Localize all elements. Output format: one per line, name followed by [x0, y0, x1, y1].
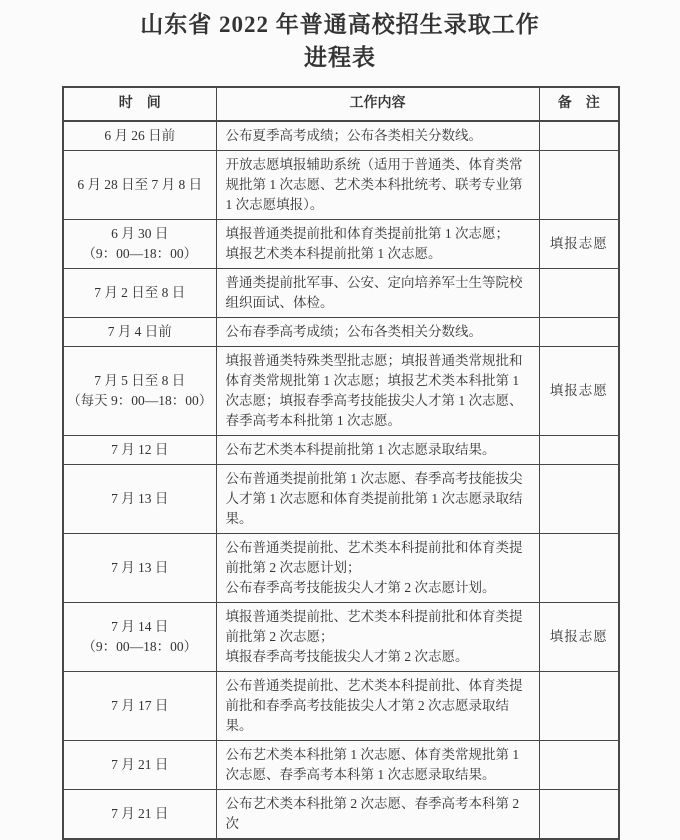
note-cell — [539, 436, 619, 465]
note-cell — [539, 672, 619, 741]
page-title — [0, 8, 680, 74]
content-paragraph: 填报普通类提前批和体育类提前批第 1 次志愿； — [225, 226, 509, 241]
note-cell: 填报志愿 — [539, 220, 619, 269]
time-line: 7 月 13 日 — [111, 491, 169, 506]
table-row — [63, 269, 619, 318]
column-header-content: 工作内容 — [216, 87, 539, 121]
time-line: （每天 9：00—18：00） — [67, 393, 213, 408]
time-cell — [63, 269, 216, 318]
content-cell — [216, 318, 539, 347]
time-cell — [63, 151, 216, 220]
time-cell — [63, 121, 216, 151]
content-paragraph: 填报普通类提前批、艺术类本科提前批和体育类提前批第 2 次志愿； — [225, 609, 523, 644]
note-cell — [539, 318, 619, 347]
time-line: 7 月 12 日 — [111, 442, 169, 457]
time-line: 6 月 26 日前 — [104, 128, 176, 143]
schedule-table-body — [63, 121, 619, 839]
time-line: 7 月 4 日前 — [107, 324, 172, 339]
time-cell — [63, 465, 216, 534]
content-cell — [216, 672, 539, 741]
table-row — [63, 436, 619, 465]
content-cell — [216, 603, 539, 672]
time-line: 7 月 13 日 — [111, 560, 169, 575]
content-cell — [216, 220, 539, 269]
time-cell — [63, 347, 216, 436]
table-row — [63, 603, 619, 672]
table-row — [63, 347, 619, 436]
time-cell — [63, 436, 216, 465]
time-line: 7 月 2 日至 8 日 — [94, 285, 186, 300]
time-line: 6 月 30 日 — [111, 226, 169, 241]
table-row — [63, 220, 619, 269]
time-line: （9：00—18：00） — [82, 246, 198, 261]
page-title-line1: 山东省 2022 年普通高校招生录取工作 — [140, 12, 540, 37]
content-paragraph: 公布普通类提前批、艺术类本科提前批和体育类提前批第 2 次志愿计划； — [225, 540, 523, 575]
schedule-table — [62, 86, 620, 840]
content-cell — [216, 436, 539, 465]
column-header-note: 备 注 — [539, 87, 619, 121]
time-cell — [63, 220, 216, 269]
time-cell — [63, 318, 216, 347]
content-paragraph: 公布普通类提前批第 1 次志愿、春季高考技能拔尖人才第 1 次志愿和体育类提前批第 1 次志愿录取结果。 — [225, 471, 523, 526]
note-cell: 填报志愿 — [539, 603, 619, 672]
time-line: 7 月 21 日 — [111, 806, 169, 821]
note-cell — [539, 269, 619, 318]
content-paragraph: 填报艺术类本科提前批第 1 次志愿。 — [225, 246, 442, 261]
table-row — [63, 151, 619, 220]
time-cell — [63, 603, 216, 672]
note-cell — [539, 151, 619, 220]
content-paragraph: 公布夏季高考成绩；公布各类相关分数线。 — [225, 128, 482, 143]
table-row — [63, 121, 619, 151]
content-paragraph: 普通类提前批军事、公安、定向培养军士生等院校组织面试、体检。 — [225, 275, 523, 310]
content-paragraph: 公布普通类提前批、艺术类本科提前批、体育类提前批和春季高考技能拔尖人才第 2 次志愿录取结果。 — [225, 678, 523, 733]
table-row — [63, 741, 619, 790]
header-row — [63, 87, 619, 121]
note-cell — [539, 790, 619, 840]
time-cell — [63, 534, 216, 603]
time-line: 7 月 5 日至 8 日 — [94, 373, 186, 388]
table-row — [63, 465, 619, 534]
time-line: 7 月 17 日 — [111, 698, 169, 713]
content-cell — [216, 269, 539, 318]
time-line: （9：00—18：00） — [82, 639, 198, 654]
content-cell — [216, 741, 539, 790]
note-cell — [539, 121, 619, 151]
content-paragraph: 公布春季高考技能拔尖人才第 2 次志愿计划。 — [225, 580, 496, 595]
note-cell — [539, 534, 619, 603]
time-cell — [63, 741, 216, 790]
page-title-line2: 进程表 — [304, 45, 376, 70]
column-header-time: 时 间 — [63, 87, 216, 121]
content-cell — [216, 790, 539, 840]
table-row — [63, 672, 619, 741]
table-row — [63, 534, 619, 603]
time-line: 6 月 28 日至 7 月 8 日 — [77, 177, 203, 192]
content-paragraph: 公布艺术类本科提前批第 1 次志愿录取结果。 — [225, 442, 496, 457]
time-line: 7 月 21 日 — [111, 757, 169, 772]
content-cell — [216, 465, 539, 534]
time-cell — [63, 672, 216, 741]
content-paragraph: 填报春季高考技能拔尖人才第 2 次志愿。 — [225, 649, 469, 664]
content-paragraph: 公布艺术类本科批第 2 次志愿、春季高考本科第 2 次 — [225, 796, 520, 831]
content-cell — [216, 347, 539, 436]
content-paragraph: 公布艺术类本科批第 1 次志愿、体育类常规批第 1 次志愿、春季高考本科第 1 次志愿录取结果。 — [225, 747, 520, 782]
content-paragraph: 公布春季高考成绩；公布各类相关分数线。 — [225, 324, 482, 339]
table-row — [63, 318, 619, 347]
note-cell: 填报志愿 — [539, 347, 619, 436]
content-paragraph: 填报普通类特殊类型批志愿；填报普通类常规批和体育类常规批第 1 次志愿；填报艺术类本科批第 1 次志愿；填报春季高考技能拔尖人才第 1 次志愿、春季高考本科批第 1 次志愿。 — [225, 353, 523, 428]
content-paragraph: 开放志愿填报辅助系统（适用于普通类、体育类常规批第 1 次志愿、艺术类本科批统考、联考专业第 1 次志愿填报）。 — [225, 157, 523, 212]
content-cell — [216, 534, 539, 603]
content-cell — [216, 121, 539, 151]
table-row — [63, 790, 619, 840]
time-cell — [63, 790, 216, 840]
content-cell — [216, 151, 539, 220]
time-line: 7 月 14 日 — [111, 619, 169, 634]
note-cell — [539, 465, 619, 534]
note-cell — [539, 741, 619, 790]
